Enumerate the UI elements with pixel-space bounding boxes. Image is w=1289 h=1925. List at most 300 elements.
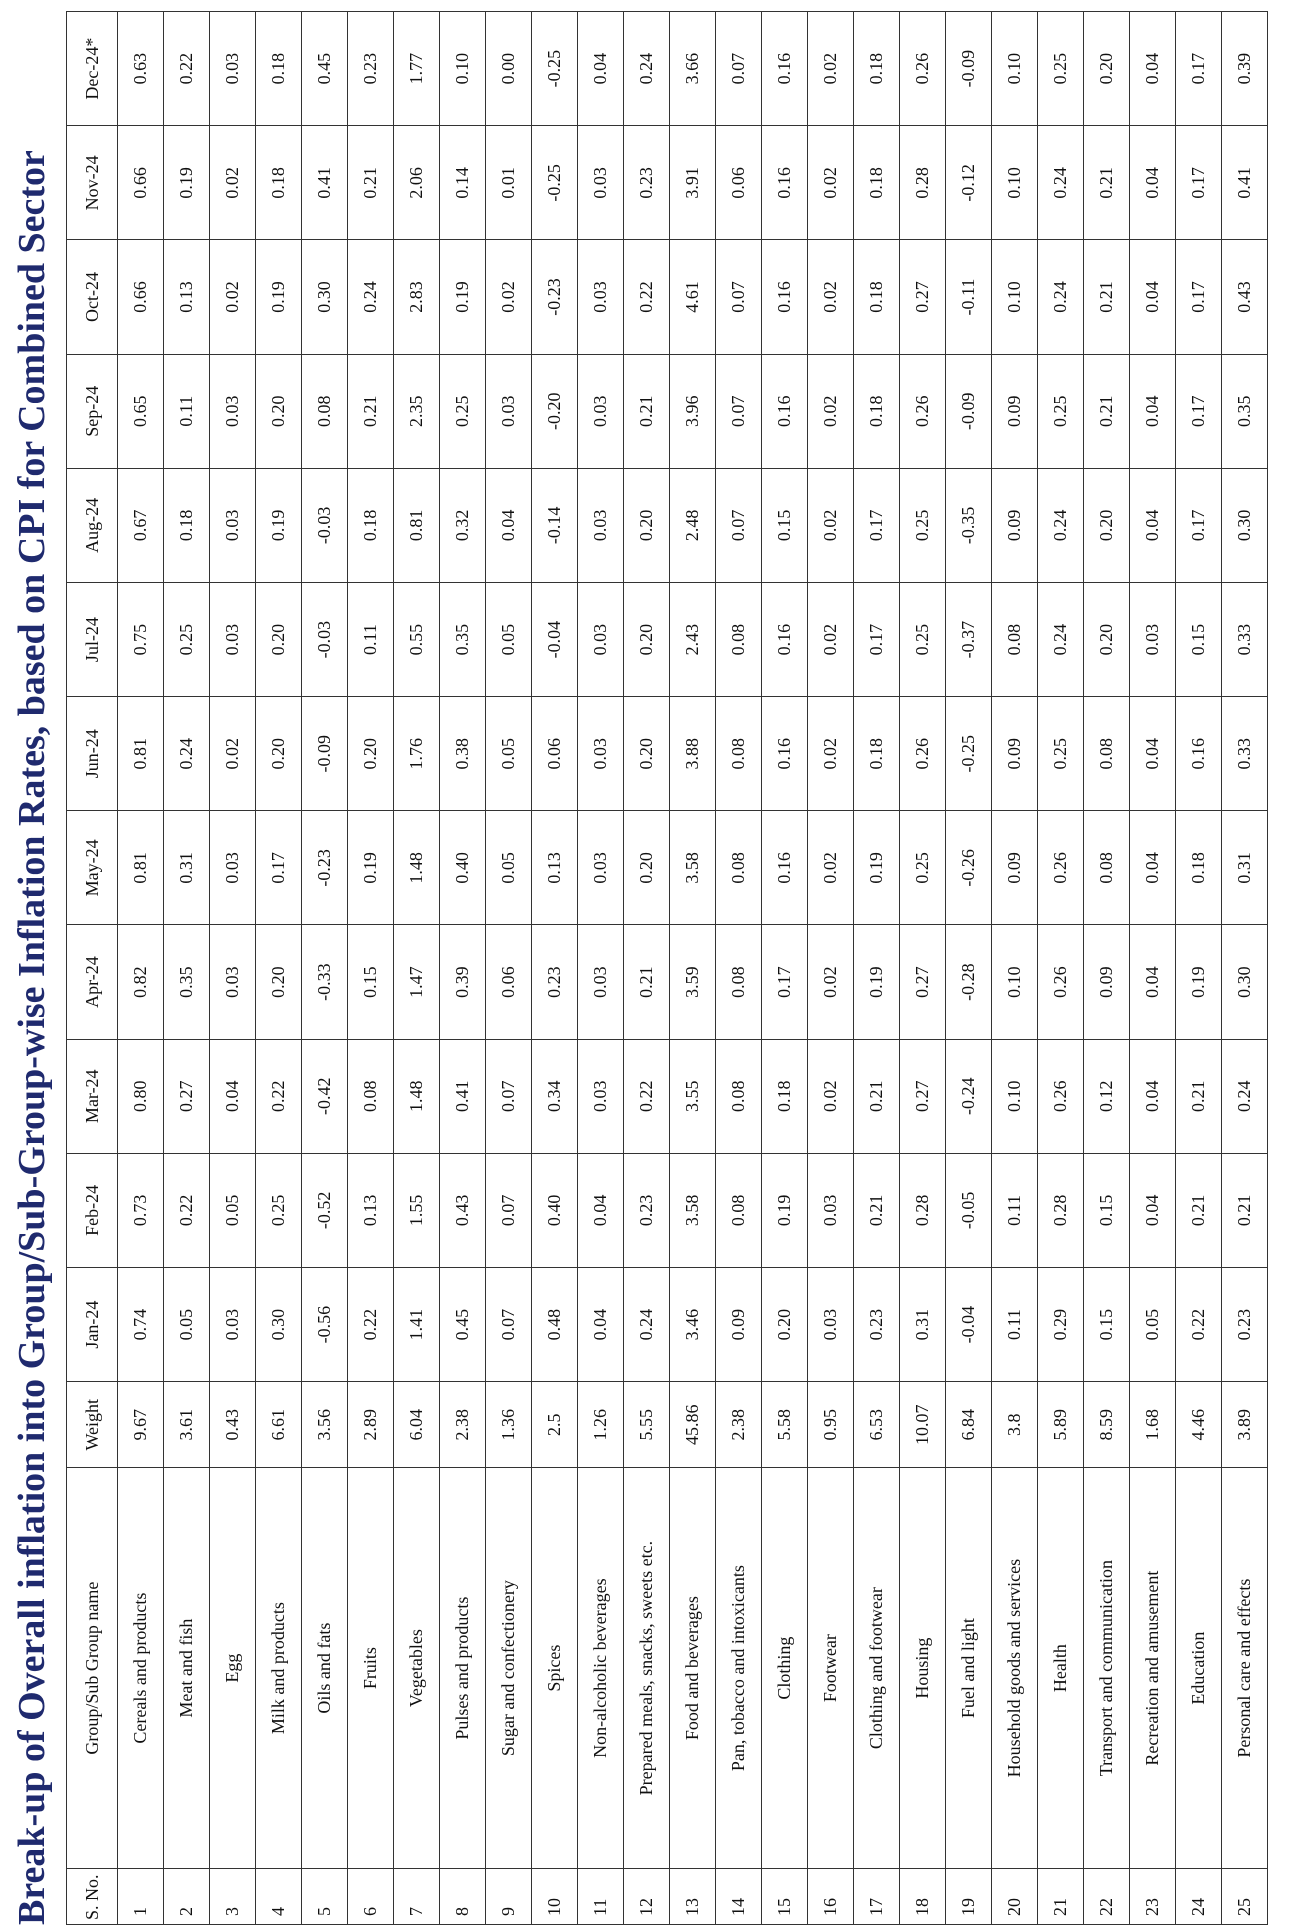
inflation-value-cell: 0.02	[808, 126, 854, 240]
serial-number-cell: 3	[210, 1868, 256, 1924]
inflation-value-cell: 0.02	[808, 12, 854, 126]
inflation-value-cell: 0.23	[532, 925, 578, 1039]
inflation-value-cell: 0.07	[716, 12, 762, 126]
inflation-value-cell: -0.03	[302, 582, 348, 696]
weight-cell: 3.56	[302, 1382, 348, 1468]
inflation-value-cell: 0.66	[118, 240, 164, 354]
table-row	[1222, 12, 1268, 1925]
inflation-value-cell: 0.27	[900, 925, 946, 1039]
inflation-value-cell: 0.17	[1176, 126, 1222, 240]
inflation-value-cell: 0.25	[1038, 697, 1084, 811]
inflation-value-cell: 0.39	[1222, 12, 1268, 126]
inflation-value-cell: 0.02	[808, 582, 854, 696]
inflation-value-cell: 2.06	[394, 126, 440, 240]
weight-cell: 9.67	[118, 1382, 164, 1468]
inflation-value-cell: 0.05	[210, 1153, 256, 1267]
table-row	[624, 12, 670, 1925]
inflation-value-cell: 0.22	[164, 12, 210, 126]
inflation-value-cell: 0.02	[808, 925, 854, 1039]
serial-number-cell: 16	[808, 1868, 854, 1924]
inflation-value-cell: 0.40	[532, 1153, 578, 1267]
inflation-value-cell: 0.17	[854, 582, 900, 696]
inflation-value-cell: 0.25	[900, 582, 946, 696]
inflation-value-cell: 3.58	[670, 811, 716, 925]
inflation-value-cell: 0.18	[854, 240, 900, 354]
inflation-value-cell: 0.65	[118, 354, 164, 468]
table-row	[118, 12, 164, 1925]
inflation-value-cell: -0.52	[302, 1153, 348, 1267]
inflation-value-cell: 0.06	[716, 126, 762, 240]
group-name-cell: Non-alcoholic beverages	[578, 1468, 624, 1869]
serial-number-cell: 21	[1038, 1868, 1084, 1924]
group-name-cell: Cereals and products	[118, 1468, 164, 1869]
inflation-value-cell: 0.41	[302, 126, 348, 240]
inflation-value-cell: 0.45	[302, 12, 348, 126]
inflation-value-cell: 0.24	[1038, 582, 1084, 696]
inflation-value-cell: 0.22	[1176, 1268, 1222, 1382]
weight-cell: 5.58	[762, 1382, 808, 1468]
serial-number-cell: 2	[164, 1868, 210, 1924]
serial-number-cell: 20	[992, 1868, 1038, 1924]
inflation-value-cell: 0.19	[256, 468, 302, 582]
inflation-value-cell: -0.25	[532, 126, 578, 240]
inflation-value-cell: 0.27	[900, 1039, 946, 1153]
inflation-value-cell: 0.20	[348, 697, 394, 811]
serial-number-cell: 18	[900, 1868, 946, 1924]
inflation-value-cell: 0.26	[1038, 1039, 1084, 1153]
inflation-value-cell: 0.29	[1038, 1268, 1084, 1382]
inflation-value-cell: 0.24	[164, 697, 210, 811]
group-name-cell: Food and beverages	[670, 1468, 716, 1869]
inflation-value-cell: 0.10	[440, 12, 486, 126]
inflation-value-cell: 0.23	[854, 1268, 900, 1382]
inflation-value-cell: 0.06	[532, 697, 578, 811]
inflation-value-cell: 0.21	[1084, 240, 1130, 354]
serial-number-cell: 10	[532, 1868, 578, 1924]
inflation-value-cell: 0.24	[624, 1268, 670, 1382]
inflation-value-cell: 0.24	[348, 240, 394, 354]
inflation-value-cell: 0.16	[1176, 697, 1222, 811]
inflation-value-cell: 0.20	[624, 811, 670, 925]
inflation-value-cell: 0.38	[440, 697, 486, 811]
inflation-value-cell: 0.81	[118, 697, 164, 811]
page-title: Break-up of Overall inflation into Group/Sub-Group-wise Inflation Rates, based on CPI for Combined Sector	[11, 150, 53, 1925]
inflation-value-cell: 0.08	[1084, 697, 1130, 811]
inflation-value-cell: 0.03	[578, 811, 624, 925]
inflation-value-cell: 0.03	[210, 12, 256, 126]
inflation-value-cell: 0.21	[624, 925, 670, 1039]
inflation-value-cell: 0.21	[348, 126, 394, 240]
inflation-value-cell: 0.31	[1222, 811, 1268, 925]
table-row	[992, 12, 1038, 1925]
inflation-value-cell: 0.21	[1176, 1039, 1222, 1153]
inflation-value-cell: 0.20	[624, 697, 670, 811]
weight-cell: 0.95	[808, 1382, 854, 1468]
inflation-value-cell: 0.25	[164, 582, 210, 696]
inflation-value-cell: 0.15	[1084, 1153, 1130, 1267]
inflation-value-cell: 0.02	[210, 240, 256, 354]
inflation-value-cell: 0.21	[1084, 354, 1130, 468]
inflation-value-cell: 1.55	[394, 1153, 440, 1267]
inflation-value-cell: 0.16	[762, 582, 808, 696]
inflation-value-cell: 0.08	[716, 925, 762, 1039]
column-header: Aug-24	[67, 468, 118, 582]
inflation-value-cell: 0.03	[578, 126, 624, 240]
group-name-cell: Spices	[532, 1468, 578, 1869]
column-header: Nov-24	[67, 126, 118, 240]
weight-cell: 8.59	[1084, 1382, 1130, 1468]
inflation-value-cell: -0.42	[302, 1039, 348, 1153]
inflation-value-cell: 1.41	[394, 1268, 440, 1382]
inflation-value-cell: 0.19	[348, 811, 394, 925]
inflation-value-cell: 0.10	[992, 12, 1038, 126]
inflation-value-cell: 0.03	[210, 811, 256, 925]
table-row	[256, 12, 302, 1925]
inflation-value-cell: 0.08	[302, 354, 348, 468]
inflation-value-cell: 0.16	[762, 12, 808, 126]
inflation-value-cell: -0.09	[946, 354, 992, 468]
inflation-value-cell: 0.13	[348, 1153, 394, 1267]
inflation-value-cell: 0.30	[1222, 925, 1268, 1039]
inflation-value-cell: 0.05	[164, 1268, 210, 1382]
weight-cell: 1.68	[1130, 1382, 1176, 1468]
weight-cell: 45.86	[670, 1382, 716, 1468]
inflation-value-cell: 2.48	[670, 468, 716, 582]
group-name-cell: Health	[1038, 1468, 1084, 1869]
inflation-value-cell: 0.03	[210, 582, 256, 696]
table-row	[716, 12, 762, 1925]
inflation-value-cell: 0.30	[302, 240, 348, 354]
serial-number-cell: 22	[1084, 1868, 1130, 1924]
inflation-value-cell: 0.41	[440, 1039, 486, 1153]
table-header	[67, 12, 118, 1925]
inflation-value-cell: 3.59	[670, 925, 716, 1039]
inflation-value-cell: 0.04	[1130, 12, 1176, 126]
inflation-value-cell: 0.26	[1038, 925, 1084, 1039]
inflation-value-cell: 0.00	[486, 12, 532, 126]
inflation-value-cell: 0.02	[808, 354, 854, 468]
column-header: Group/Sub Group name	[67, 1468, 118, 1869]
inflation-value-cell: 0.23	[624, 1153, 670, 1267]
inflation-value-cell: 0.19	[1176, 925, 1222, 1039]
inflation-value-cell: 0.06	[486, 925, 532, 1039]
inflation-value-cell: 0.09	[992, 468, 1038, 582]
inflation-value-cell: 0.08	[1084, 811, 1130, 925]
serial-number-cell: 4	[256, 1868, 302, 1924]
inflation-value-cell: 0.35	[1222, 354, 1268, 468]
inflation-value-cell: 0.21	[1176, 1153, 1222, 1267]
table-row	[440, 12, 486, 1925]
inflation-value-cell: 0.15	[1176, 582, 1222, 696]
weight-cell: 1.36	[486, 1382, 532, 1468]
inflation-value-cell: 0.12	[1084, 1039, 1130, 1153]
inflation-value-cell: 0.03	[578, 925, 624, 1039]
inflation-value-cell: 0.23	[348, 12, 394, 126]
inflation-value-cell: 0.09	[992, 354, 1038, 468]
inflation-value-cell: 0.10	[992, 1039, 1038, 1153]
inflation-value-cell: 0.03	[1130, 582, 1176, 696]
inflation-value-cell: 0.22	[164, 1153, 210, 1267]
inflation-value-cell: 0.25	[1038, 12, 1084, 126]
serial-number-cell: 5	[302, 1868, 348, 1924]
inflation-value-cell: 0.24	[1038, 240, 1084, 354]
inflation-value-cell: 3.88	[670, 697, 716, 811]
group-name-cell: Pulses and products	[440, 1468, 486, 1869]
inflation-value-cell: 0.24	[1222, 1039, 1268, 1153]
group-name-cell: Prepared meals, snacks, sweets etc.	[624, 1468, 670, 1869]
column-header: Apr-24	[67, 925, 118, 1039]
column-header: Feb-24	[67, 1153, 118, 1267]
inflation-value-cell: -0.25	[946, 697, 992, 811]
table-row	[532, 12, 578, 1925]
serial-number-cell: 1	[118, 1868, 164, 1924]
inflation-value-cell: 3.46	[670, 1268, 716, 1382]
inflation-value-cell: 0.24	[1038, 468, 1084, 582]
inflation-value-cell: 0.31	[164, 811, 210, 925]
inflation-value-cell: 0.21	[624, 354, 670, 468]
inflation-value-cell: 0.07	[716, 468, 762, 582]
inflation-value-cell: 0.20	[762, 1268, 808, 1382]
inflation-value-cell: 0.09	[992, 697, 1038, 811]
inflation-value-cell: 0.33	[1222, 697, 1268, 811]
inflation-value-cell: 0.02	[808, 468, 854, 582]
weight-cell: 3.61	[164, 1382, 210, 1468]
inflation-value-cell: 0.28	[900, 1153, 946, 1267]
inflation-value-cell: 0.05	[1130, 1268, 1176, 1382]
inflation-value-cell: 0.03	[486, 354, 532, 468]
inflation-value-cell: 0.48	[532, 1268, 578, 1382]
inflation-value-cell: 0.20	[256, 925, 302, 1039]
inflation-value-cell: 0.03	[578, 697, 624, 811]
column-header: Weight	[67, 1382, 118, 1468]
inflation-value-cell: 0.75	[118, 582, 164, 696]
serial-number-cell: 9	[486, 1868, 532, 1924]
inflation-value-cell: 1.48	[394, 1039, 440, 1153]
serial-number-cell: 7	[394, 1868, 440, 1924]
group-name-cell: Fuel and light	[946, 1468, 992, 1869]
inflation-value-cell: -0.28	[946, 925, 992, 1039]
inflation-value-cell: 0.21	[854, 1153, 900, 1267]
inflation-value-cell: 0.16	[762, 354, 808, 468]
table-row	[348, 12, 394, 1925]
inflation-value-cell: -0.11	[946, 240, 992, 354]
serial-number-cell: 14	[716, 1868, 762, 1924]
inflation-value-cell: 0.14	[440, 126, 486, 240]
group-name-cell: Egg	[210, 1468, 256, 1869]
inflation-value-cell: 1.77	[394, 12, 440, 126]
inflation-value-cell: 0.25	[1038, 354, 1084, 468]
inflation-value-cell: -0.56	[302, 1268, 348, 1382]
inflation-value-cell: 0.35	[164, 925, 210, 1039]
inflation-value-cell: 0.26	[900, 697, 946, 811]
inflation-value-cell: 0.33	[1222, 582, 1268, 696]
inflation-value-cell: 0.28	[1038, 1153, 1084, 1267]
table-row	[210, 12, 256, 1925]
inflation-value-cell: 0.20	[1084, 582, 1130, 696]
inflation-value-cell: 0.02	[808, 811, 854, 925]
column-header: Jul-24	[67, 582, 118, 696]
inflation-value-cell: 0.16	[762, 126, 808, 240]
inflation-value-cell: 0.55	[394, 582, 440, 696]
inflation-value-cell: 0.34	[532, 1039, 578, 1153]
inflation-value-cell: 0.11	[992, 1153, 1038, 1267]
inflation-value-cell: 0.02	[486, 240, 532, 354]
inflation-value-cell: 0.03	[578, 240, 624, 354]
inflation-value-cell: 0.10	[992, 925, 1038, 1039]
column-header: May-24	[67, 811, 118, 925]
serial-number-cell: 23	[1130, 1868, 1176, 1924]
inflation-value-cell: 0.20	[624, 582, 670, 696]
inflation-value-cell: 0.26	[900, 354, 946, 468]
weight-cell: 6.53	[854, 1382, 900, 1468]
inflation-value-cell: 0.08	[716, 811, 762, 925]
inflation-value-cell: 0.82	[118, 925, 164, 1039]
serial-number-cell: 19	[946, 1868, 992, 1924]
inflation-value-cell: 0.05	[486, 811, 532, 925]
column-header: Mar-24	[67, 1039, 118, 1153]
inflation-value-cell: 0.21	[1084, 126, 1130, 240]
inflation-value-cell: 0.18	[762, 1039, 808, 1153]
inflation-value-cell: 0.04	[1130, 1039, 1176, 1153]
inflation-value-cell: 0.25	[900, 468, 946, 582]
inflation-value-cell: 0.09	[1084, 925, 1130, 1039]
inflation-value-cell: 0.04	[578, 12, 624, 126]
inflation-value-cell: 0.07	[486, 1153, 532, 1267]
inflation-value-cell: 0.03	[808, 1153, 854, 1267]
inflation-value-cell: 0.13	[164, 240, 210, 354]
weight-cell: 4.46	[1176, 1382, 1222, 1468]
weight-cell: 2.89	[348, 1382, 394, 1468]
inflation-value-cell: 0.18	[256, 12, 302, 126]
inflation-value-cell: 0.31	[900, 1268, 946, 1382]
inflation-value-cell: 0.02	[808, 240, 854, 354]
table-row	[854, 12, 900, 1925]
inflation-value-cell: 3.58	[670, 1153, 716, 1267]
inflation-value-cell: 0.81	[118, 811, 164, 925]
serial-number-cell: 25	[1222, 1868, 1268, 1924]
serial-number-cell: 12	[624, 1868, 670, 1924]
inflation-value-cell: -0.03	[302, 468, 348, 582]
inflation-value-cell: 0.03	[578, 582, 624, 696]
inflation-value-cell: 0.09	[716, 1268, 762, 1382]
inflation-value-cell: 0.20	[624, 468, 670, 582]
inflation-value-cell: 0.20	[256, 582, 302, 696]
inflation-value-cell: 0.04	[1130, 240, 1176, 354]
inflation-value-cell: 0.02	[210, 126, 256, 240]
inflation-value-cell: 2.43	[670, 582, 716, 696]
inflation-value-cell: 0.25	[440, 354, 486, 468]
table-row	[1038, 12, 1084, 1925]
inflation-value-cell: 0.18	[854, 354, 900, 468]
weight-cell: 2.38	[716, 1382, 762, 1468]
inflation-value-cell: 0.03	[210, 354, 256, 468]
inflation-value-cell: 0.25	[256, 1153, 302, 1267]
inflation-value-cell: 0.03	[578, 354, 624, 468]
inflation-value-cell: 0.67	[118, 468, 164, 582]
weight-cell: 3.89	[1222, 1382, 1268, 1468]
inflation-value-cell: 0.39	[440, 925, 486, 1039]
inflation-value-cell: 0.08	[716, 1153, 762, 1267]
inflation-value-cell: 0.81	[394, 468, 440, 582]
inflation-value-cell: 0.19	[762, 1153, 808, 1267]
inflation-value-cell: 0.43	[1222, 240, 1268, 354]
table-row	[808, 12, 854, 1925]
inflation-value-cell: 0.80	[118, 1039, 164, 1153]
inflation-value-cell: 0.15	[762, 468, 808, 582]
inflation-value-cell: 3.96	[670, 354, 716, 468]
inflation-value-cell: 0.20	[1084, 468, 1130, 582]
serial-number-cell: 11	[578, 1868, 624, 1924]
inflation-table	[66, 11, 1268, 1925]
group-name-cell: Household goods and services	[992, 1468, 1038, 1869]
inflation-value-cell: 0.17	[256, 811, 302, 925]
inflation-value-cell: 0.22	[624, 240, 670, 354]
weight-cell: 6.61	[256, 1382, 302, 1468]
table-row	[1130, 12, 1176, 1925]
inflation-value-cell: 0.08	[716, 1039, 762, 1153]
inflation-value-cell: 0.11	[348, 582, 394, 696]
inflation-value-cell: 0.07	[486, 1039, 532, 1153]
inflation-value-cell: 0.13	[532, 811, 578, 925]
inflation-value-cell: 0.16	[762, 240, 808, 354]
column-header: Sep-24	[67, 354, 118, 468]
table-row	[164, 12, 210, 1925]
table-row	[946, 12, 992, 1925]
table-row	[900, 12, 946, 1925]
inflation-value-cell: 0.27	[900, 240, 946, 354]
inflation-value-cell: 1.47	[394, 925, 440, 1039]
inflation-value-cell: 0.63	[118, 12, 164, 126]
table-row	[1084, 12, 1130, 1925]
inflation-value-cell: 0.18	[256, 126, 302, 240]
inflation-value-cell: 0.04	[1130, 1153, 1176, 1267]
table-row	[762, 12, 808, 1925]
weight-cell: 5.89	[1038, 1382, 1084, 1468]
inflation-value-cell: 0.19	[854, 811, 900, 925]
inflation-value-cell: 0.04	[210, 1039, 256, 1153]
inflation-value-cell: 0.32	[440, 468, 486, 582]
group-name-cell: Oils and fats	[302, 1468, 348, 1869]
inflation-value-cell: -0.23	[302, 811, 348, 925]
inflation-value-cell: 0.16	[762, 811, 808, 925]
weight-cell: 2.38	[440, 1382, 486, 1468]
table-row	[1176, 12, 1222, 1925]
inflation-value-cell: -0.37	[946, 582, 992, 696]
serial-number-cell: 24	[1176, 1868, 1222, 1924]
inflation-value-cell: 0.03	[210, 925, 256, 1039]
inflation-value-cell: 0.01	[486, 126, 532, 240]
inflation-value-cell: 0.15	[348, 925, 394, 1039]
serial-number-cell: 6	[348, 1868, 394, 1924]
inflation-value-cell: 0.08	[716, 582, 762, 696]
inflation-value-cell: 0.15	[1084, 1268, 1130, 1382]
serial-number-cell: 8	[440, 1868, 486, 1924]
inflation-value-cell: 0.07	[716, 354, 762, 468]
inflation-value-cell: 0.08	[992, 582, 1038, 696]
inflation-value-cell: 0.19	[256, 240, 302, 354]
weight-cell: 1.26	[578, 1382, 624, 1468]
inflation-value-cell: 0.18	[854, 697, 900, 811]
inflation-value-cell: 0.18	[348, 468, 394, 582]
inflation-value-cell: 0.03	[210, 468, 256, 582]
inflation-value-cell: 0.22	[256, 1039, 302, 1153]
group-name-cell: Footwear	[808, 1468, 854, 1869]
inflation-value-cell: 0.23	[624, 126, 670, 240]
inflation-value-cell: 0.08	[716, 697, 762, 811]
inflation-value-cell: 0.18	[854, 126, 900, 240]
group-name-cell: Clothing and footwear	[854, 1468, 900, 1869]
table-row	[670, 12, 716, 1925]
